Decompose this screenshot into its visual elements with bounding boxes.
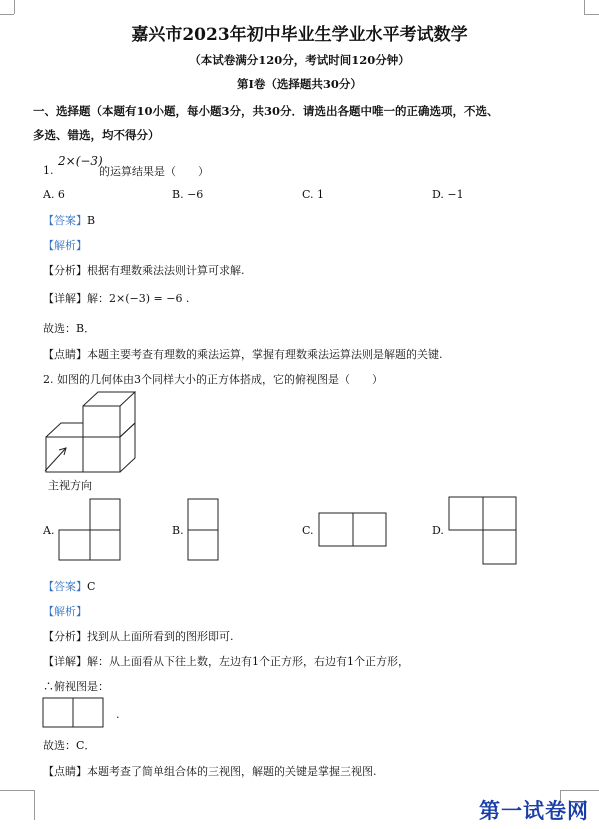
q1-number: 1. <box>43 164 54 177</box>
q2-stem: 2. 如图的几何体由3个同样大小的正方体搭成，它的俯视图是（ ） <box>43 373 383 386</box>
q2-answer: C <box>87 580 96 593</box>
q1-xiangjie-tag: 【详解】 <box>43 292 87 305</box>
q2-option-a-label: A. <box>43 524 55 537</box>
q2-fenxi-tag: 【分析】 <box>43 630 87 643</box>
q1-fenxi: 根据有理数乘法法则计算可求解. <box>87 264 245 277</box>
watermark-logo: 第一试卷网 <box>479 799 589 823</box>
q2-option-b-label: B. <box>172 524 184 537</box>
q1-option-a: A. 6 <box>43 188 65 201</box>
crop-mark-tr-h <box>584 14 599 15</box>
q1-option-d: D. −1 <box>432 188 464 201</box>
crop-mark-br-h <box>560 790 599 791</box>
q2-xiangjie: 解：从上面看从下往上数，左边有1个正方形，右边有1个正方形， <box>87 655 409 668</box>
crop-mark-tl-h <box>0 14 14 15</box>
q1-answer: B <box>87 214 96 227</box>
crop-mark-bl-h <box>0 790 34 791</box>
q2-option-c-figure <box>318 512 388 548</box>
q2-analysis-tag: 【解析】 <box>43 605 87 618</box>
q2-choose: 故选：C． <box>43 739 96 752</box>
q2-option-d-label: D. <box>432 524 444 537</box>
crop-mark-tl-v <box>14 0 15 14</box>
q2-period: . <box>116 708 120 721</box>
crop-mark-tr-v <box>584 0 585 14</box>
part-heading: 第Ⅰ卷（选择题共30分） <box>237 77 362 91</box>
section-intro-line1: 一、选择题（本题有10小题，每小题3分，共30分．请选出各题中唯一的正确选项，不选、 <box>33 104 499 118</box>
q1-choose: 故选：B． <box>43 322 96 335</box>
crop-mark-bl-v <box>34 790 35 820</box>
q1-dianjing-tag: 【点睛】 <box>43 348 87 361</box>
q2-dianjing-tag: 【点睛】 <box>43 765 87 778</box>
exam-subtitle: （本试卷满分120分，考试时间120分钟） <box>189 53 410 67</box>
q2-dianjing: 本题考查了简单组合体的三视图，解题的关键是掌握三视图. <box>87 765 377 778</box>
q2-therefore: ∴俯视图是： <box>43 680 109 693</box>
q1-stem: 的运算结果是（ ） <box>99 165 209 178</box>
q1-option-b: B. −6 <box>172 188 204 201</box>
q1-answer-tag: 【答案】 <box>43 214 87 227</box>
q2-xiangjie-tag: 【详解】 <box>43 655 87 668</box>
q2-top-view-figure <box>42 697 106 729</box>
q2-answer-tag: 【答案】 <box>43 580 87 593</box>
q2-option-c-label: C. <box>302 524 314 537</box>
q2-option-a-figure <box>58 498 122 562</box>
q1-xiangjie: 解：2×(−3) = −6 . <box>87 292 190 305</box>
q1-fenxi-tag: 【分析】 <box>43 264 87 277</box>
page-title: 嘉兴市2023年初中毕业生学业水平考试数学 <box>131 25 468 45</box>
q1-option-c: C. 1 <box>302 188 325 201</box>
q1-dianjing: 本题主要考查有理数的乘法运算，掌握有理数乘法运算法则是解题的关键. <box>87 348 443 361</box>
q1-expression: 2×(−3) <box>58 154 103 168</box>
q2-option-d-figure <box>448 496 518 566</box>
q2-fenxi: 找到从上面所看到的图形即可. <box>87 630 234 643</box>
section-intro-line2: 多选、错选，均不得分） <box>33 128 160 142</box>
q2-figure-caption: 主视方向 <box>48 479 92 492</box>
q2-option-b-figure <box>187 498 219 562</box>
q2-cube-figure <box>40 388 140 480</box>
q1-analysis-tag: 【解析】 <box>43 239 87 252</box>
